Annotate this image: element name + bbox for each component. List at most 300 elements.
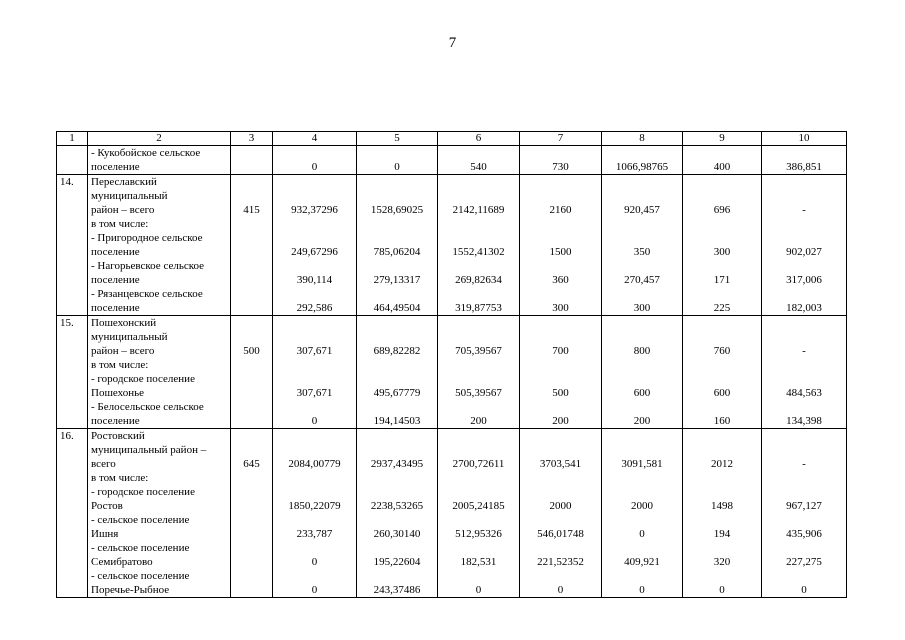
value-line — [276, 146, 353, 160]
value-line: 0 — [557, 584, 564, 596]
value-cell-col6 — [438, 316, 520, 429]
value-line: 785,06204 — [373, 246, 421, 258]
value-line — [605, 471, 679, 485]
name-line: Ростовский — [91, 430, 145, 442]
value-line: 249,67296 — [291, 246, 338, 258]
value-line: 386,851 — [786, 161, 822, 173]
value-line — [441, 189, 516, 203]
value-cell-col10 — [762, 316, 847, 429]
name-line: поселение — [91, 246, 140, 258]
value-line: 194,14503 — [373, 415, 421, 427]
value-line: 696 — [713, 204, 731, 216]
value-line — [234, 273, 269, 287]
value-line — [276, 513, 353, 527]
value-cell-col7 — [520, 429, 602, 598]
value-line: 320 — [713, 556, 731, 568]
value-line: 484,563 — [786, 387, 822, 399]
value-line: 0 — [311, 584, 318, 596]
value-line — [686, 485, 758, 499]
value-line — [686, 400, 758, 414]
municipality-name — [88, 146, 231, 175]
header-cell: 3 — [231, 132, 273, 146]
value-line — [523, 231, 598, 245]
value-line — [441, 541, 516, 555]
value-cell-col3 — [231, 316, 273, 429]
value-line — [360, 146, 434, 160]
name-line: - Пригородное сельское — [91, 232, 203, 244]
value-cell-col5 — [357, 316, 438, 429]
value-line — [360, 330, 434, 344]
header-cell: 8 — [602, 132, 683, 146]
value-line: 2238,53265 — [370, 500, 424, 512]
value-line — [523, 330, 598, 344]
value-line — [276, 485, 353, 499]
value-line — [441, 175, 516, 189]
value-line: 505,39567 — [455, 387, 502, 399]
value-line — [765, 217, 843, 231]
value-line — [686, 330, 758, 344]
value-line: 227,275 — [786, 556, 822, 568]
value-line: 2142,11689 — [452, 204, 505, 216]
value-cell-col9 — [683, 146, 762, 175]
value-line — [441, 513, 516, 527]
value-line: 800 — [633, 345, 651, 357]
value-line: 317,006 — [786, 274, 822, 286]
value-line — [765, 471, 843, 485]
name-line: - Кукобойское сельское — [91, 147, 201, 159]
value-line — [276, 372, 353, 386]
value-line — [605, 541, 679, 555]
value-line: 3091,581 — [621, 458, 663, 470]
value-line: 225 — [713, 302, 731, 314]
value-line: 300 — [713, 246, 731, 258]
name-line: Переславский — [91, 176, 157, 188]
row-number — [57, 146, 88, 175]
value-line — [605, 330, 679, 344]
value-line — [441, 485, 516, 499]
value-line — [523, 146, 598, 160]
name-line: муниципальный — [91, 190, 168, 202]
value-line — [605, 513, 679, 527]
value-cell-col9 — [683, 175, 762, 316]
value-line — [441, 400, 516, 414]
value-line: 270,457 — [624, 274, 660, 286]
value-cell-col5 — [357, 146, 438, 175]
value-line — [234, 175, 269, 189]
value-line: 0 — [639, 584, 645, 596]
value-line: 2937,43495 — [370, 458, 424, 470]
value-line: 350 — [633, 246, 651, 258]
value-line — [765, 146, 843, 160]
value-line — [234, 386, 269, 400]
value-line: 409,921 — [624, 556, 660, 568]
value-line: 540 — [470, 161, 487, 173]
value-line — [765, 569, 843, 583]
value-line — [360, 541, 434, 555]
value-line — [605, 443, 679, 457]
value-line — [234, 485, 269, 499]
value-line — [686, 443, 758, 457]
header-cell: 1 — [57, 132, 88, 146]
value-cell-col8 — [602, 429, 683, 598]
value-line: 546,01748 — [537, 528, 584, 540]
value-line: 2084,00779 — [288, 458, 341, 470]
table-row — [57, 316, 847, 429]
value-line — [605, 146, 679, 160]
value-line — [441, 231, 516, 245]
value-line — [765, 429, 843, 443]
value-line: 967,127 — [786, 500, 822, 512]
value-line — [686, 372, 758, 386]
value-line: 689,82282 — [373, 345, 421, 357]
value-line: 307,671 — [296, 387, 333, 399]
value-line — [441, 429, 516, 443]
value-line — [765, 443, 843, 457]
value-line: 600 — [713, 387, 731, 399]
value-line: 500 — [243, 345, 260, 357]
value-line — [765, 189, 843, 203]
value-cell-col8 — [602, 175, 683, 316]
value-line — [234, 499, 269, 513]
value-line: 1528,69025 — [370, 204, 424, 216]
value-line: 182,531 — [460, 556, 497, 568]
value-line: 512,95326 — [455, 528, 502, 540]
value-line — [234, 541, 269, 555]
value-line — [686, 471, 758, 485]
value-line: 920,457 — [624, 204, 660, 216]
value-line — [765, 358, 843, 372]
value-line — [765, 330, 843, 344]
value-line — [234, 287, 269, 301]
value-line — [605, 259, 679, 273]
value-line — [360, 485, 434, 499]
name-line: - Белосельское сельское — [91, 401, 204, 413]
value-line — [234, 513, 269, 527]
value-line — [276, 443, 353, 457]
name-line: в том числе: — [91, 472, 149, 484]
value-line — [686, 146, 758, 160]
header-cell: 7 — [520, 132, 602, 146]
value-line — [276, 231, 353, 245]
value-line — [441, 217, 516, 231]
value-line: 3703,541 — [539, 458, 582, 470]
name-line: Пошехонский — [91, 317, 157, 329]
value-line — [605, 358, 679, 372]
value-cell-col8 — [602, 316, 683, 429]
value-line: 300 — [552, 302, 569, 314]
value-line — [765, 259, 843, 273]
value-line — [234, 217, 269, 231]
value-line: 760 — [713, 345, 731, 357]
value-line — [360, 443, 434, 457]
value-line: 307,671 — [296, 345, 333, 357]
value-line: 2000 — [631, 500, 653, 512]
value-line: 319,87753 — [455, 302, 502, 314]
value-line — [523, 471, 598, 485]
value-line: 600 — [633, 387, 651, 399]
name-line: - городское поселение — [91, 373, 195, 385]
municipality-name — [88, 175, 231, 316]
value-line: 0 — [311, 415, 318, 427]
value-line — [234, 555, 269, 569]
value-line — [523, 485, 598, 499]
value-line — [360, 175, 434, 189]
value-line: 705,39567 — [455, 345, 502, 357]
value-line: 2700,72611 — [452, 458, 505, 470]
name-line: - сельское поселение — [91, 542, 190, 554]
header-cell: 6 — [438, 132, 520, 146]
value-line — [234, 330, 269, 344]
value-line — [765, 541, 843, 555]
value-line — [605, 400, 679, 414]
value-line — [686, 287, 758, 301]
name-line: муниципальный район – — [91, 444, 207, 456]
value-line — [276, 358, 353, 372]
value-line — [686, 541, 758, 555]
value-line — [523, 316, 598, 330]
value-cell-col9 — [683, 429, 762, 598]
value-cell-col5 — [357, 175, 438, 316]
value-line — [234, 471, 269, 485]
value-line — [605, 189, 679, 203]
value-line: 1500 — [549, 246, 572, 258]
value-line — [276, 287, 353, 301]
value-cell-col9 — [683, 316, 762, 429]
value-line — [523, 217, 598, 231]
value-line: 932,37296 — [291, 204, 338, 216]
value-line: 279,13317 — [373, 274, 421, 286]
name-line: район – всего — [91, 204, 155, 216]
value-line: - — [802, 204, 806, 216]
value-line — [276, 471, 353, 485]
value-line — [441, 443, 516, 457]
header-cell: 2 — [88, 132, 231, 146]
value-line — [523, 259, 598, 273]
budget-table — [56, 131, 847, 598]
name-line: поселение — [91, 161, 140, 173]
value-line — [605, 287, 679, 301]
value-line — [686, 189, 758, 203]
value-line — [605, 316, 679, 330]
name-line: - Рязанцевское сельское — [91, 288, 203, 300]
value-line — [276, 330, 353, 344]
value-cell-col10 — [762, 146, 847, 175]
value-line: 134,398 — [786, 415, 822, 427]
name-line: поселение — [91, 302, 140, 314]
value-line — [765, 400, 843, 414]
value-line: 2160 — [549, 204, 572, 216]
value-line — [360, 569, 434, 583]
value-line — [276, 189, 353, 203]
value-line — [276, 400, 353, 414]
value-cell-col3 — [231, 175, 273, 316]
value-line: 195,22604 — [373, 556, 421, 568]
value-line — [360, 372, 434, 386]
value-line: 700 — [552, 345, 569, 357]
value-line — [765, 287, 843, 301]
value-line — [234, 301, 269, 315]
value-cell-col6 — [438, 175, 520, 316]
name-line: - городское поселение — [91, 486, 195, 498]
value-line: - — [802, 458, 806, 470]
value-cell-col10 — [762, 429, 847, 598]
value-line — [360, 429, 434, 443]
value-line: 160 — [713, 415, 731, 427]
value-line: 902,027 — [786, 246, 822, 258]
value-line — [686, 358, 758, 372]
value-line: 1498 — [711, 500, 733, 512]
value-line — [686, 569, 758, 583]
value-line — [276, 316, 353, 330]
value-line — [276, 259, 353, 273]
value-line: 0 — [475, 584, 482, 596]
value-cell-col5 — [357, 429, 438, 598]
value-line: 0 — [394, 161, 400, 173]
value-line — [765, 316, 843, 330]
value-line: 0 — [311, 161, 318, 173]
value-line — [686, 513, 758, 527]
value-line — [523, 443, 598, 457]
header-cell: 4 — [273, 132, 357, 146]
name-line: поселение — [91, 415, 140, 427]
value-line: 300 — [633, 302, 651, 314]
value-line — [360, 259, 434, 273]
value-line — [276, 429, 353, 443]
value-line — [360, 217, 434, 231]
value-line — [360, 400, 434, 414]
value-cell-col7 — [520, 146, 602, 175]
value-line — [523, 358, 598, 372]
value-line — [234, 316, 269, 330]
value-line — [360, 189, 434, 203]
value-cell-col4 — [273, 316, 357, 429]
value-line — [523, 541, 598, 555]
value-line: 2005,24185 — [452, 500, 505, 512]
name-line: в том числе: — [91, 359, 149, 371]
value-line — [765, 513, 843, 527]
value-line: 260,30140 — [373, 528, 421, 540]
value-cell-col3 — [231, 429, 273, 598]
value-cell-col4 — [273, 429, 357, 598]
value-line — [441, 358, 516, 372]
value-line — [234, 429, 269, 443]
value-line: 2012 — [711, 458, 733, 470]
value-line — [605, 175, 679, 189]
value-line — [765, 485, 843, 499]
value-line: 464,49504 — [373, 302, 421, 314]
name-line: - Нагорьевское сельское — [91, 260, 205, 272]
value-line — [686, 429, 758, 443]
name-line: муниципальный — [91, 331, 168, 343]
value-line — [234, 414, 269, 428]
value-line: 390,114 — [296, 274, 333, 286]
value-line — [686, 316, 758, 330]
value-line — [441, 316, 516, 330]
value-line — [360, 471, 434, 485]
value-line: 400 — [713, 161, 731, 173]
value-cell-col7 — [520, 316, 602, 429]
value-cell-col8 — [602, 146, 683, 175]
row-number: 15. — [57, 316, 88, 429]
name-line: Пошехонье — [91, 387, 145, 399]
name-line: поселение — [91, 274, 140, 286]
page-number: 7 — [448, 35, 457, 51]
header-row — [57, 132, 847, 146]
value-line: 0 — [719, 584, 725, 596]
value-line: 0 — [801, 584, 807, 596]
value-line — [234, 245, 269, 259]
value-cell-col4 — [273, 146, 357, 175]
name-line: Семибратово — [91, 556, 153, 568]
value-line: - — [802, 345, 806, 357]
value-line: 730 — [552, 161, 569, 173]
value-line — [523, 400, 598, 414]
header-cell: 9 — [683, 132, 762, 146]
value-line: 171 — [713, 274, 731, 286]
municipality-name — [88, 429, 231, 598]
table-row — [57, 146, 847, 175]
value-line — [686, 217, 758, 231]
value-line — [441, 259, 516, 273]
value-line — [523, 429, 598, 443]
table-row — [57, 429, 847, 598]
value-cell-col4 — [273, 175, 357, 316]
value-line — [360, 513, 434, 527]
name-line: Ишня — [91, 528, 119, 540]
value-line: 200 — [633, 415, 651, 427]
value-line — [686, 175, 758, 189]
value-line — [523, 287, 598, 301]
name-line: Поречье-Рыбное — [91, 584, 170, 596]
value-line: 292,586 — [296, 302, 333, 314]
value-line: 221,52352 — [537, 556, 584, 568]
value-line — [234, 527, 269, 541]
row-number: 14. — [57, 175, 88, 316]
value-line: 0 — [311, 556, 318, 568]
value-line: 243,37486 — [373, 584, 421, 596]
value-line — [523, 175, 598, 189]
value-line — [276, 569, 353, 583]
name-line: Ростов — [91, 500, 123, 512]
value-line — [234, 146, 269, 160]
value-line — [605, 569, 679, 583]
value-line — [441, 471, 516, 485]
value-line: 233,787 — [296, 528, 333, 540]
value-line — [276, 541, 353, 555]
value-line — [234, 372, 269, 386]
value-line — [234, 189, 269, 203]
value-line — [441, 569, 516, 583]
value-line: 2000 — [549, 500, 572, 512]
value-line — [360, 316, 434, 330]
value-line — [605, 217, 679, 231]
value-line — [234, 160, 269, 174]
value-line — [765, 372, 843, 386]
municipality-name — [88, 316, 231, 429]
value-line: 269,82634 — [455, 274, 502, 286]
value-line — [360, 231, 434, 245]
value-line — [605, 372, 679, 386]
value-line — [686, 231, 758, 245]
name-line: - сельское поселение — [91, 514, 190, 526]
value-line — [234, 569, 269, 583]
header-cell: 5 — [357, 132, 438, 146]
value-line — [276, 175, 353, 189]
value-cell-col6 — [438, 146, 520, 175]
value-line — [360, 358, 434, 372]
value-line: 0 — [639, 528, 645, 540]
name-line: район – всего — [91, 345, 155, 357]
